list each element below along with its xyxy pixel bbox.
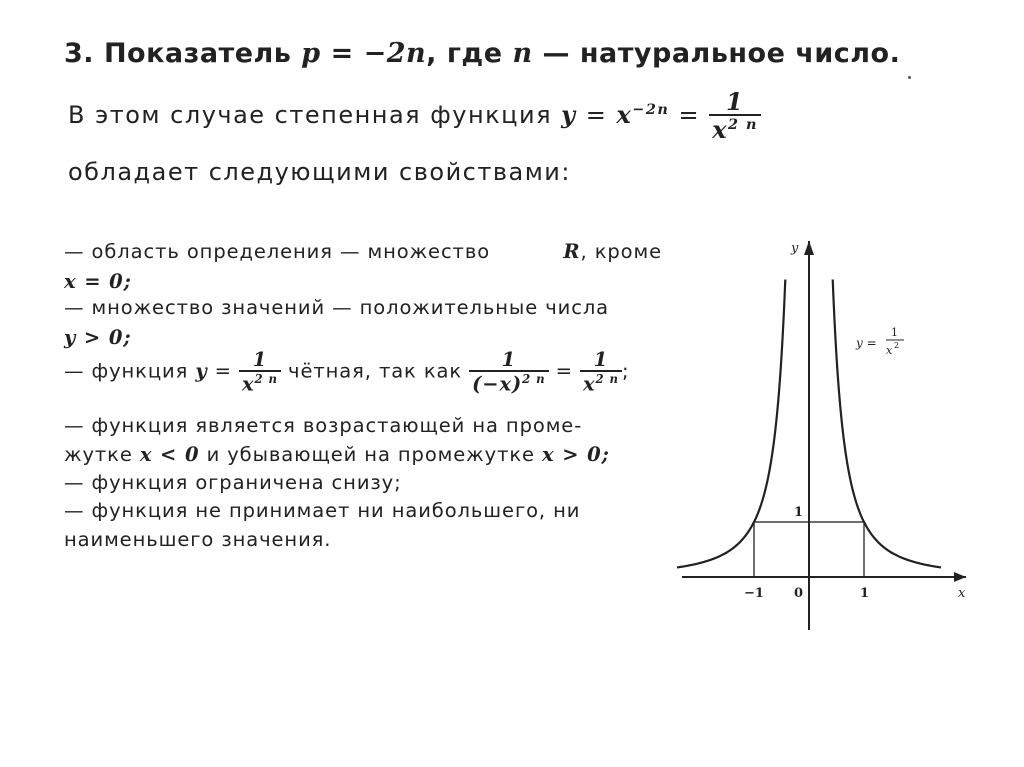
- function-graph: [670, 235, 970, 635]
- intro-line-2: обладает следующими свойствами:: [68, 158, 571, 186]
- section-heading: [64, 38, 900, 69]
- p3-frac1-num: 1: [252, 348, 268, 371]
- p3-fraction-2: [469, 350, 548, 394]
- y-axis-arrow: [804, 241, 814, 255]
- p3-mid: чётная, так как: [280, 359, 470, 383]
- p3-frac2-exp: 2 n: [522, 371, 546, 386]
- curve-label-num: 1: [891, 326, 898, 339]
- x-tick-neg-1: −1: [744, 586, 764, 601]
- intro-frac-num: 1: [726, 87, 745, 116]
- p1-set-r: R: [563, 240, 581, 263]
- p3-lead: — функция: [64, 359, 196, 383]
- heading-eq: =: [320, 38, 364, 69]
- p4-d: и убывающей на промежутке: [199, 443, 542, 466]
- curve-right-branch: [833, 280, 941, 568]
- p3-frac3-den: x: [583, 372, 596, 395]
- p1-except: , кроме: [580, 240, 662, 263]
- p3-frac1-exp: 2 n: [254, 371, 278, 386]
- property-2-line-2: y > 0;: [64, 326, 132, 349]
- curve-label-den: x: [886, 344, 893, 357]
- x-axis-label: x: [958, 586, 966, 601]
- heading-where: , где: [426, 38, 513, 69]
- intro-frac-den-base: x: [712, 115, 729, 144]
- heading-rest: — натуральное число.: [532, 38, 901, 69]
- intro-eq: =: [576, 101, 617, 129]
- p4-b: жутке: [64, 443, 140, 466]
- intro-lead: В этом случае степенная функция: [68, 101, 562, 129]
- heading-n-var: n: [512, 38, 533, 69]
- p3-frac2-den: (−x): [472, 372, 523, 395]
- property-4-line-2: [64, 443, 610, 466]
- p3-eq: =: [207, 359, 239, 383]
- intro-line-1: [68, 87, 761, 144]
- p4-c: x < 0: [139, 443, 200, 466]
- p3-y: y: [195, 359, 208, 383]
- intro-fraction: [709, 87, 761, 144]
- p1-text: — область определения — множество: [64, 240, 491, 263]
- x-tick-0: 0: [794, 586, 804, 601]
- property-6-line-2: наименьшего значения.: [64, 528, 332, 551]
- intro-exp: −2n: [632, 101, 670, 118]
- p3-frac1-den: x: [242, 372, 255, 395]
- scan-dot: [908, 76, 911, 79]
- x-tick-1: 1: [860, 586, 870, 601]
- property-1-line-1: [64, 240, 662, 263]
- intro-frac-den-exp: 2 n: [728, 116, 759, 133]
- p3-fraction-3: [580, 350, 622, 394]
- property-6-line-1: — функция не принимает ни наибольшего, ни: [64, 499, 581, 522]
- property-1-line-2: x = 0;: [64, 270, 132, 293]
- heading-p-var: p: [301, 38, 321, 69]
- y-axis-label: y: [791, 241, 799, 256]
- curve-label-y: y =: [856, 336, 877, 350]
- p4-e: x > 0;: [542, 443, 610, 466]
- property-3: [64, 350, 629, 394]
- p3-end: ;: [621, 359, 630, 383]
- intro-eq2: =: [669, 101, 710, 129]
- y-tick-1: 1: [794, 505, 804, 520]
- curve-label-exp: 2: [894, 341, 900, 350]
- property-4-line-1: — функция является возрастающей на проме-: [64, 414, 583, 437]
- p3-frac3-exp: 2 n: [595, 371, 619, 386]
- intro-formula-x: x: [616, 100, 633, 129]
- property-5: — функция ограничена снизу;: [64, 471, 402, 494]
- p3-eq2: =: [548, 359, 581, 383]
- x-axis-arrow: [954, 572, 966, 582]
- heading-value: −2n: [363, 38, 427, 69]
- section-number: 3.: [64, 38, 95, 69]
- property-2-line-1: — множество значений — положительные числа: [64, 296, 610, 319]
- intro-formula-y: y: [561, 100, 577, 129]
- curve-label: [855, 326, 904, 357]
- p3-fraction-1: [239, 350, 281, 394]
- p3-frac3-num: 1: [593, 348, 609, 371]
- curve-left-branch: [677, 280, 785, 568]
- heading-label: Показатель: [103, 38, 292, 69]
- p3-frac2-num: 1: [501, 348, 517, 371]
